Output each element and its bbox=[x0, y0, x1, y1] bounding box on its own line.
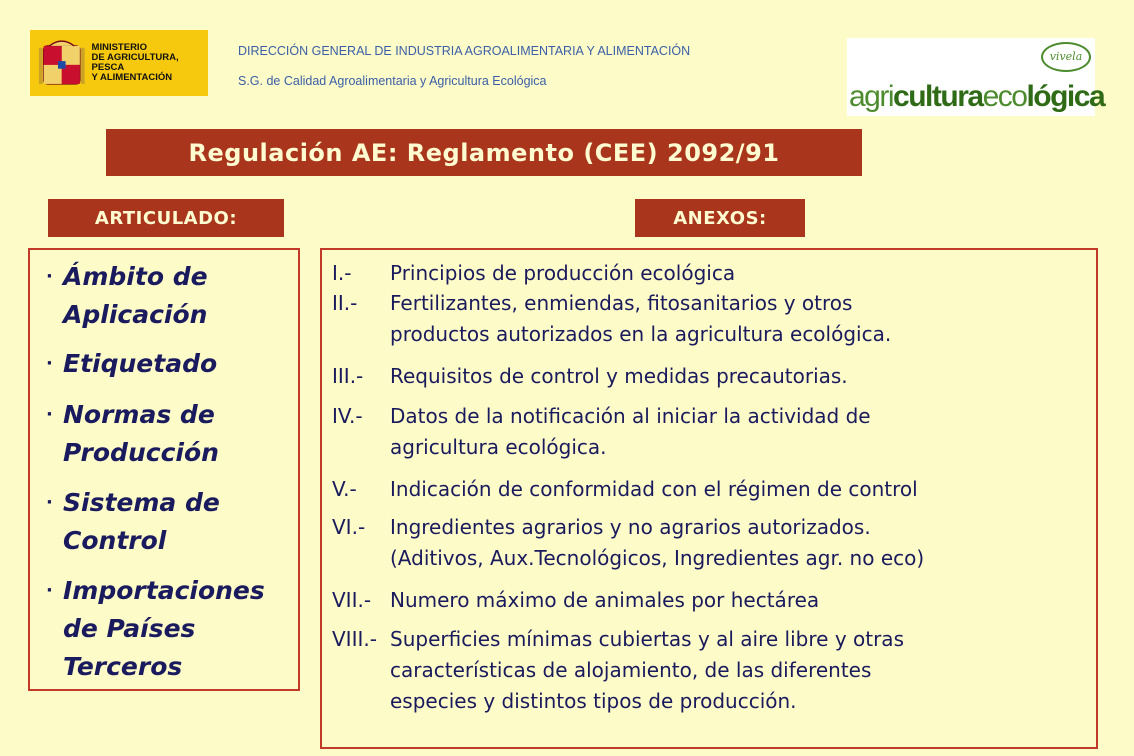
anexo-text: agricultura ecológica. bbox=[390, 435, 607, 459]
coat-of-arms-icon bbox=[38, 35, 86, 91]
articulado-label: ARTICULADO: bbox=[48, 199, 284, 237]
anexo-text: características de alojamiento, de las diferentes bbox=[390, 658, 872, 682]
anexo-text: Principios de producción ecológica bbox=[390, 261, 736, 285]
anexo-numeral: III.- bbox=[332, 364, 364, 388]
anexo-numeral: VII.- bbox=[332, 588, 372, 612]
wordmark-part: agri bbox=[849, 80, 894, 113]
articulado-item-text: Ámbito de Aplicación bbox=[63, 262, 208, 329]
wordmark-part: eco bbox=[982, 80, 1027, 113]
directorate-line: DIRECCIÓN GENERAL DE INDUSTRIA AGROALIMENTARIA Y ALIMENTACIÓN bbox=[238, 44, 691, 58]
articulado-item-text: Importaciones de Países Terceros bbox=[63, 576, 265, 681]
ministry-name bbox=[92, 43, 208, 83]
articulado-item-text: Etiquetado bbox=[63, 349, 218, 378]
ministry-logo bbox=[30, 30, 208, 96]
anexo-text: Datos de la notificación al iniciar la actividad de bbox=[390, 404, 871, 428]
anexos-box bbox=[320, 248, 1098, 749]
ministry-line-1: MINISTERIO bbox=[91, 42, 147, 53]
bullet: · bbox=[46, 404, 53, 425]
eco-logo-wordmark bbox=[849, 80, 1104, 114]
articulado-item-text: Sistema de Control bbox=[63, 488, 220, 555]
subdirectorate-line: S.G. de Calidad Agroalimentaria y Agricultura Ecológica bbox=[238, 74, 547, 88]
articulado-box bbox=[28, 248, 300, 691]
articulado-item bbox=[30, 484, 298, 560]
articulado-item bbox=[30, 345, 298, 383]
wordmark-part: lógica bbox=[1026, 80, 1105, 113]
anexo-numeral: V.- bbox=[332, 477, 357, 501]
articulado-item bbox=[30, 258, 298, 334]
anexo-numeral: VIII.- bbox=[332, 627, 377, 651]
bullet: · bbox=[46, 492, 53, 513]
vivela-badge: vivela bbox=[1041, 42, 1091, 72]
bullet: · bbox=[46, 580, 53, 601]
anexo-text: Fertilizantes, enmiendas, fitosanitarios y otros bbox=[390, 291, 853, 315]
articulado-item-text: Normas de Producción bbox=[63, 400, 219, 467]
anexo-text: (Aditivos, Aux.Tecnológicos, Ingredientes agr. no eco) bbox=[390, 546, 925, 570]
slide-title: Regulación AE: Reglamento (CEE) 2092/91 bbox=[106, 129, 862, 176]
eco-agriculture-logo bbox=[847, 38, 1105, 116]
anexo-text: Indicación de conformidad con el régimen de control bbox=[390, 477, 918, 501]
anexo-text: Superficies mínimas cubiertas y al aire libre y otras bbox=[390, 627, 904, 651]
ministry-line-3: Y ALIMENTACIÓN bbox=[91, 72, 173, 83]
bullet: · bbox=[46, 353, 53, 374]
articulado-item bbox=[30, 396, 298, 472]
anexo-numeral: I.- bbox=[332, 261, 352, 285]
anexo-text: productos autorizados en la agricultura ecológica. bbox=[390, 322, 892, 346]
wordmark-part: cultura bbox=[893, 80, 983, 113]
bullet: · bbox=[46, 266, 53, 287]
anexo-text: Numero máximo de animales por hectárea bbox=[390, 588, 820, 612]
articulado-item bbox=[30, 572, 298, 686]
anexo-text: Ingredientes agrarios y no agrarios autorizados. bbox=[390, 515, 871, 539]
anexo-numeral: VI.- bbox=[332, 515, 366, 539]
anexos-label: ANEXOS: bbox=[635, 199, 805, 237]
anexo-text: Requisitos de control y medidas precautorias. bbox=[390, 364, 848, 388]
anexo-numeral: II.- bbox=[332, 291, 358, 315]
anexo-numeral: IV.- bbox=[332, 404, 363, 428]
ministry-line-2: DE AGRICULTURA, PESCA bbox=[91, 52, 179, 73]
anexo-text: especies y distintos tipos de producción. bbox=[390, 689, 797, 713]
